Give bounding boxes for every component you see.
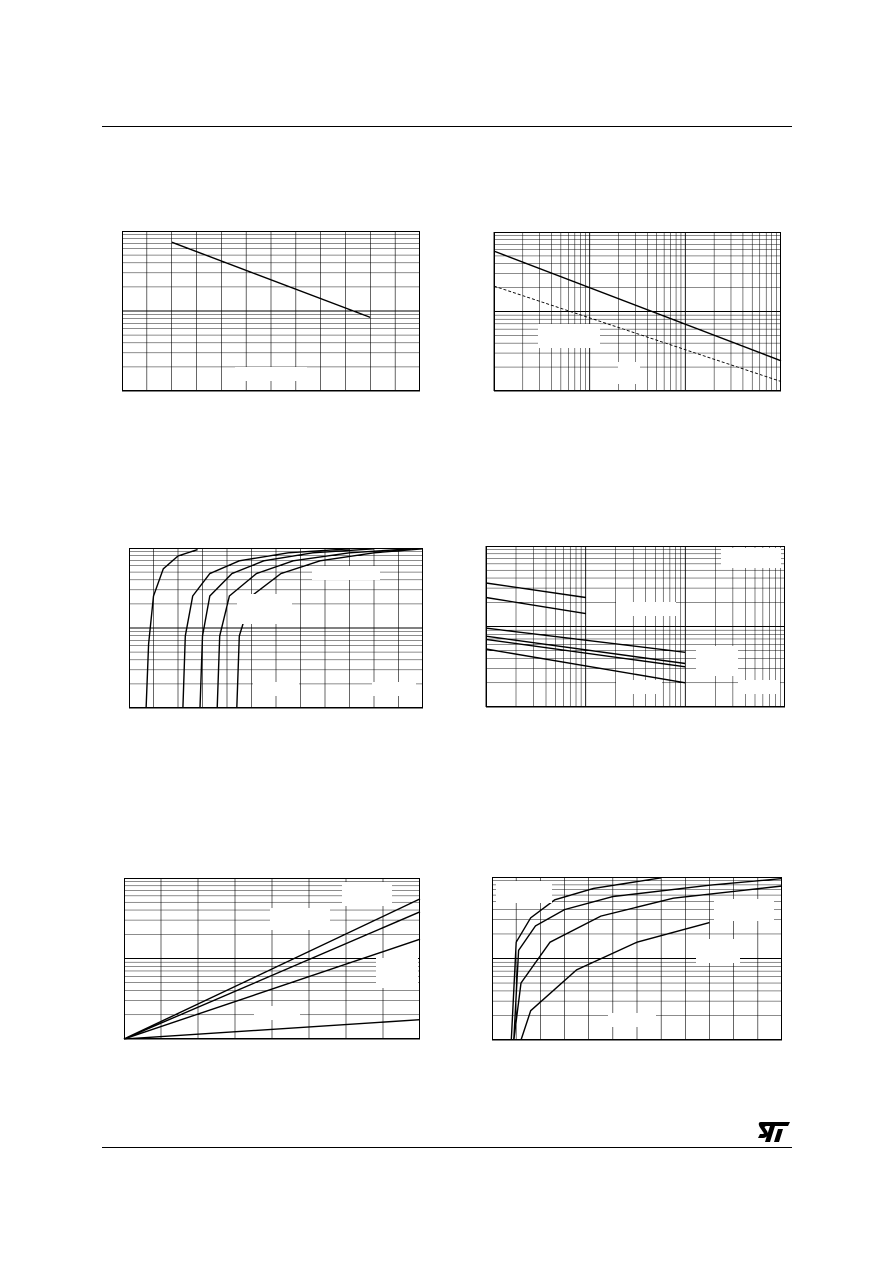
footer-rule: [102, 1147, 792, 1148]
header-rule: [102, 126, 792, 127]
chart-5-svg: [124, 878, 420, 1039]
label-box-4: [608, 1013, 656, 1027]
label-box-4: [254, 1006, 300, 1020]
label-box-2: [372, 682, 416, 696]
label-box-1: [253, 682, 299, 696]
chart-panel-6: [492, 877, 782, 1040]
chart-4-svg: [486, 546, 785, 707]
label-box-3: [376, 958, 418, 988]
label-box-4: [616, 680, 662, 694]
chart-panel-2: [494, 232, 781, 391]
label-box-2: [618, 362, 640, 384]
label-box-4: [312, 566, 380, 580]
label-box-1: [496, 881, 552, 903]
label-box-1: [721, 548, 781, 568]
st-logo: [757, 1120, 793, 1144]
chart-3-svg: [129, 548, 423, 708]
label-box-3: [696, 939, 740, 963]
label-box-1: [342, 882, 392, 906]
chart-1-svg: [122, 231, 420, 391]
label-box-3: [237, 594, 292, 624]
chart-panel-3: [129, 548, 423, 708]
chart-panel-5: [124, 878, 420, 1039]
label-box-2: [270, 908, 330, 930]
chart-2-svg: [494, 232, 781, 391]
label-box-5: [738, 680, 780, 694]
chart-panel-1: [122, 231, 420, 391]
label-box-3: [696, 646, 738, 676]
label-box-2: [714, 899, 774, 921]
label-box-1: [538, 324, 600, 348]
label-box-2: [616, 602, 676, 616]
label-box-1: [235, 367, 307, 381]
chart-6-svg: [492, 877, 782, 1040]
chart-panel-4: [486, 546, 785, 707]
